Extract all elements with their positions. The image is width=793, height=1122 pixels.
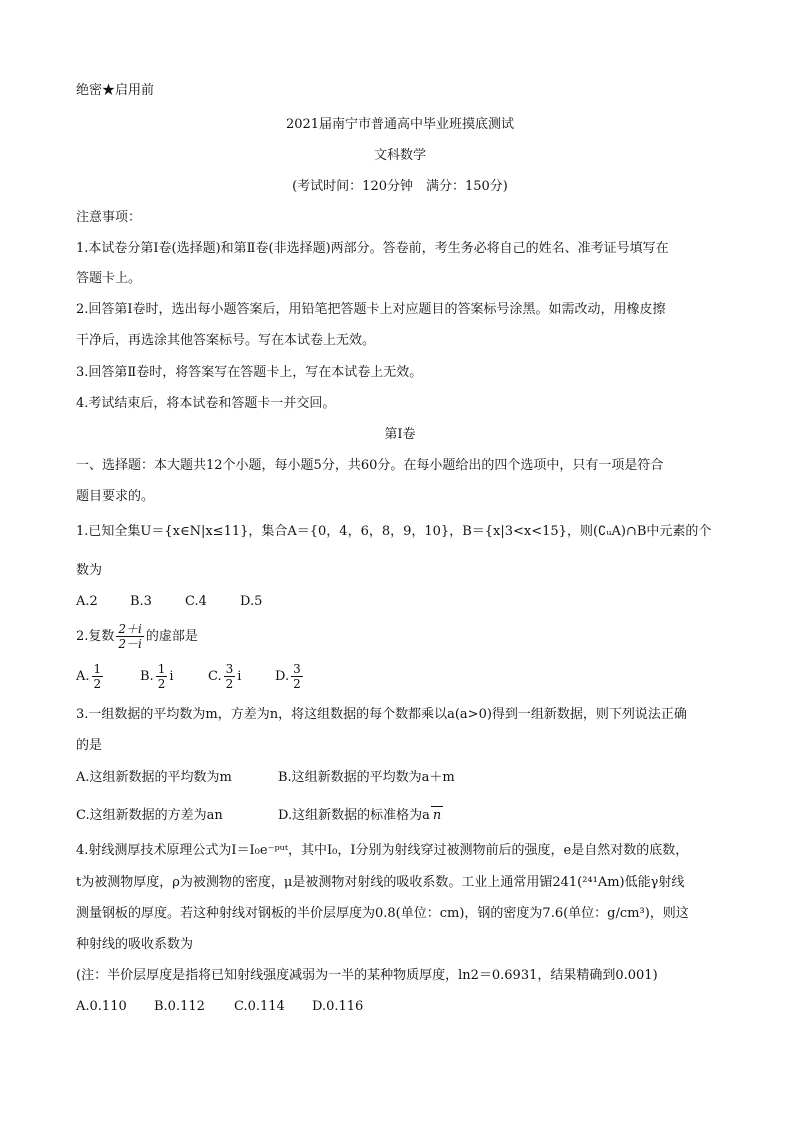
q4-stem-line-1: 4.射线测厚技术原理公式为I＝I₀e⁻ᵖᵘᵗ，其中I₀，I分别为射线穿过被测物前后的强度，e是自然对数的底数， (76, 843, 689, 858)
section-intro-line-1: 一、选择题：本大题共12个小题，每小题5分，共60分。在每小题给出的四个选项中，只有一项是符合 (76, 458, 664, 473)
q3-option-b: B.这组新数据的平均数为a＋m (278, 770, 455, 785)
q3-options-row-1 (76, 769, 724, 787)
q2-option-d-fraction (291, 662, 303, 691)
q3-stem-line-1: 3.一组数据的平均数为m，方差为n，将这组数据的每个数都乘以a(a>0)得到一组新数据，则下列说法正确 (76, 707, 687, 722)
q2-fraction (116, 622, 143, 651)
q2-option-d-num: 3 (293, 662, 301, 676)
q4-stem-line-3: 测量钢板的厚度。若这种射线对钢板的半价层厚度为0.8(单位：cm)，钢的密度为7.6(单位：g/cm³)，则这 (76, 906, 689, 921)
q2-option-a-label: A. (76, 669, 90, 684)
q2-numerator: 2＋i (118, 622, 142, 636)
q2-option-a-fraction (92, 662, 104, 691)
notes-heading: 注意事项： (76, 210, 142, 225)
q3-options-row-2 (76, 806, 724, 825)
q2-option-c-den: 2 (225, 677, 234, 691)
q3-option-d-text: D.这组新数据的标准格为a (278, 808, 430, 823)
q4-option-c: C.0.114 (234, 999, 285, 1014)
q2-option-b (140, 660, 208, 694)
note-3: 3.回答第Ⅱ卷时，将答案写在答题卡上，写在本试卷上无效。 (76, 365, 423, 380)
q1-option-a: A.2 (76, 594, 98, 609)
q3-option-a: A.这组新数据的平均数为m (76, 770, 232, 785)
confidential-label: 绝密★启用前 (76, 83, 155, 98)
q2-option-c-label: C. (208, 669, 222, 684)
note-4: 4.考试结束后，将本试卷和答题卡一并交回。 (76, 396, 336, 411)
exam-info: (考试时间：120分钟 满分：150分) (292, 179, 508, 194)
q2-option-b-unit: i (169, 669, 174, 684)
q4-stem-line-4: 种射线的吸收系数为 (76, 937, 194, 952)
q4-option-b: B.0.112 (154, 999, 205, 1014)
q2-option-c-fraction (224, 662, 236, 691)
q3-option-c: C.这组新数据的方差为an (76, 808, 223, 823)
q2-option-c-num: 3 (225, 662, 234, 676)
exam-subject: 文科数学 (373, 148, 426, 163)
q2-option-c (208, 660, 275, 694)
q4-stem-line-2: t为被测物厚度，ρ为被测物的密度，μ是被测物对射线的吸收系数。工业上通常用镅241(²⁴¹Am)低能γ射线 (76, 875, 685, 890)
q1-options (76, 593, 724, 611)
q2-option-b-den: 2 (157, 677, 166, 691)
note-2-line-2: 干净后，再选涂其他答案标号。写在本试卷上无效。 (76, 333, 376, 348)
q2-option-b-num: 1 (157, 662, 166, 676)
q2-options (76, 660, 724, 694)
note-2-line-1: 2.回答第Ⅰ卷时，选出每小题答案后，用铅笔把答题卡上对应题目的答案标号涂黑。如需改动，用橡皮擦 (76, 302, 666, 317)
q1-option-b: B.3 (130, 594, 152, 609)
q1-option-c: C.4 (185, 594, 207, 609)
q2-option-a-den: 2 (93, 677, 102, 691)
q4-option-a: A.0.110 (76, 999, 127, 1014)
q2-option-d-label: D. (275, 669, 290, 684)
q2-option-d (275, 660, 305, 694)
note-1-line-1: 1.本试卷分第Ⅰ卷(选择题)和第Ⅱ卷(非选择题)两部分。答卷前，考生务必将自己的姓名、准考证号填写在 (76, 241, 669, 256)
q2-option-a (76, 660, 140, 694)
q4-note: (注：半价层厚度是指将已知射线强度减弱为一半的某种物质厚度，ln2＝0.6931，结果精确到0.001) (76, 968, 658, 983)
q2-denominator: 2－i (118, 637, 142, 651)
section-intro-line-2: 题目要求的。 (76, 489, 155, 504)
q1-stem-line-2: 数为 (76, 563, 103, 578)
q2-option-b-label: B. (140, 669, 154, 684)
q1-option-d: D.5 (240, 594, 263, 609)
q2-option-c-unit: i (237, 669, 242, 684)
q2-option-d-den: 2 (293, 677, 301, 691)
q1-stem-line-1: 1.已知全集U＝{x∈N|x≤11}，集合A＝{0，4，6，8，9，10}，B＝{x|3<x<15}，则(∁ᵤA)∩B中元素的个 (76, 524, 712, 539)
q3-stem-line-2: 的是 (76, 738, 103, 753)
q2-option-a-num: 1 (93, 662, 102, 676)
q3-option-d (278, 806, 443, 825)
section-title: 第Ⅰ卷 (384, 427, 416, 442)
q4-options (76, 998, 724, 1016)
exam-title: 2021届南宁市普通高中毕业班摸底测试 (285, 117, 515, 132)
q2-suffix: 的虚部是 (145, 629, 198, 644)
q2-stem (76, 620, 724, 654)
q2-prefix: 2.复数 (76, 629, 115, 644)
q3-option-d-sqrt: n (432, 808, 442, 823)
note-1-line-2: 答题卡上。 (76, 271, 142, 286)
q4-option-d: D.0.116 (312, 999, 364, 1014)
q2-option-b-fraction (156, 662, 168, 691)
